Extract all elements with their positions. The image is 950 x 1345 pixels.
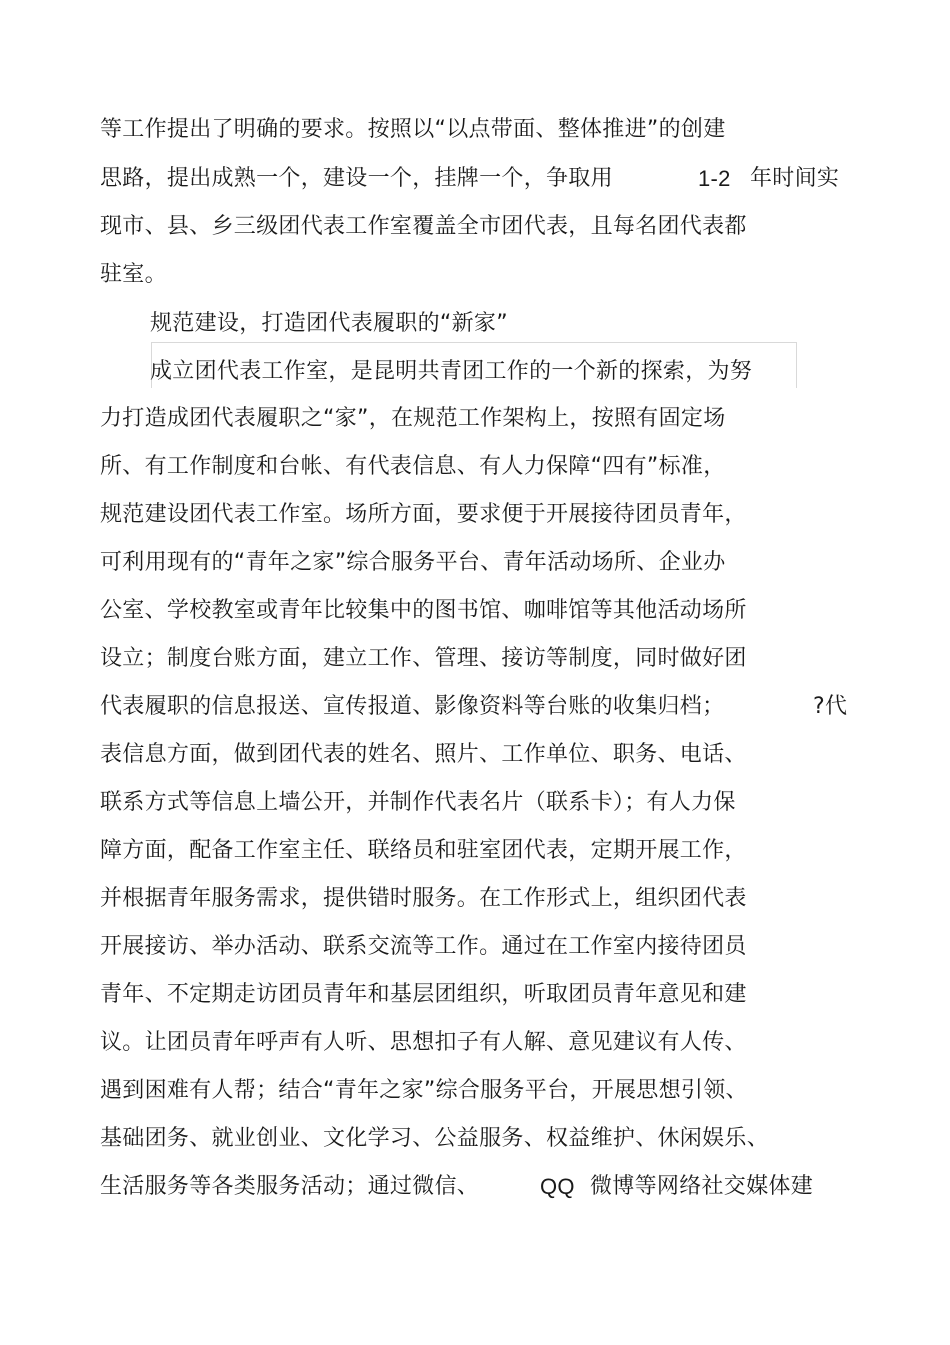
- paragraph-line: 议。让团员青年呼声有人听、思想扣子有人解、意见建议有人传、: [100, 1030, 747, 1055]
- paragraph-line: 成立团代表工作室，是昆明共青团工作的一个新的探索，为努: [150, 359, 753, 384]
- paragraph-line: 表信息方面，做到团代表的姓名、照片、工作单位、职务、电话、: [100, 742, 747, 767]
- paragraph-line: 现市、县、乡三级团代表工作室覆盖全市团代表，且每名团代表都: [100, 214, 747, 239]
- line-tail-text: ?代: [813, 694, 848, 719]
- paragraph-line: 代表履职的信息报送、宣传报道、影像资料等台账的收集归档； ?代: [100, 692, 724, 722]
- line-tail-text: 年时间实: [750, 166, 840, 191]
- paragraph-line: 开展接访、举办活动、联系交流等工作。通过在工作室内接待团员: [100, 934, 747, 959]
- paragraph-line: 联系方式等信息上墙公开，并制作代表名片（联系卡）；有人力保: [100, 790, 736, 815]
- paragraph-line: 可利用现有的“青年之家”综合服务平台、青年活动场所、企业办: [100, 550, 726, 575]
- paragraph-line: 等工作提出了明确的要求。按照以“以点带面、整体推进”的创建: [100, 117, 726, 142]
- qq-text: QQ: [540, 1174, 575, 1199]
- year-range-number: 1-2: [698, 166, 731, 191]
- paragraph-line: 所、有工作制度和台帐、有代表信息、有人力保障“四有”标准，: [100, 454, 726, 479]
- paragraph-line: 设立；制度台账方面，建立工作、管理、接访等制度，同时做好团: [100, 646, 747, 671]
- paragraph-line: 障方面，配备工作室主任、联络员和驻室团代表，定期开展工作，: [100, 838, 747, 863]
- paragraph-line: 生活服务等各类服务活动；通过微信、 QQ 微博等网络社交媒体建: [100, 1172, 479, 1202]
- line-tail-text: 微博等网络社交媒体建: [590, 1174, 814, 1199]
- section-heading: 规范建设，打造团代表履职的“新家”: [150, 311, 508, 336]
- paragraph-line: 基础团务、就业创业、文化学习、公益服务、权益维护、休闲娱乐、: [100, 1126, 770, 1151]
- paragraph-line: 并根据青年服务需求，提供错时服务。在工作形式上，组织团代表: [100, 886, 747, 911]
- paragraph-line: 力打造成团代表履职之“家”，在规范工作架构上，按照有固定场: [100, 406, 726, 431]
- paragraph-line: 驻室。: [100, 262, 167, 287]
- paragraph-line: 规范建设团代表工作室。场所方面，要求便于开展接待团员青年，: [100, 502, 747, 527]
- paragraph-line: 遇到困难有人帮；结合“青年之家”综合服务平台，开展思想引领、: [100, 1078, 748, 1103]
- paragraph-line: 公室、学校教室或青年比较集中的图书馆、咖啡馆等其他活动场所: [100, 598, 747, 623]
- paragraph-line: 思路，提出成熟一个，建设一个，挂牌一个，争取用 1-2 年时间实: [100, 164, 613, 194]
- paragraph-line: 青年、不定期走访团员青年和基层团组织，听取团员青年意见和建: [100, 982, 747, 1007]
